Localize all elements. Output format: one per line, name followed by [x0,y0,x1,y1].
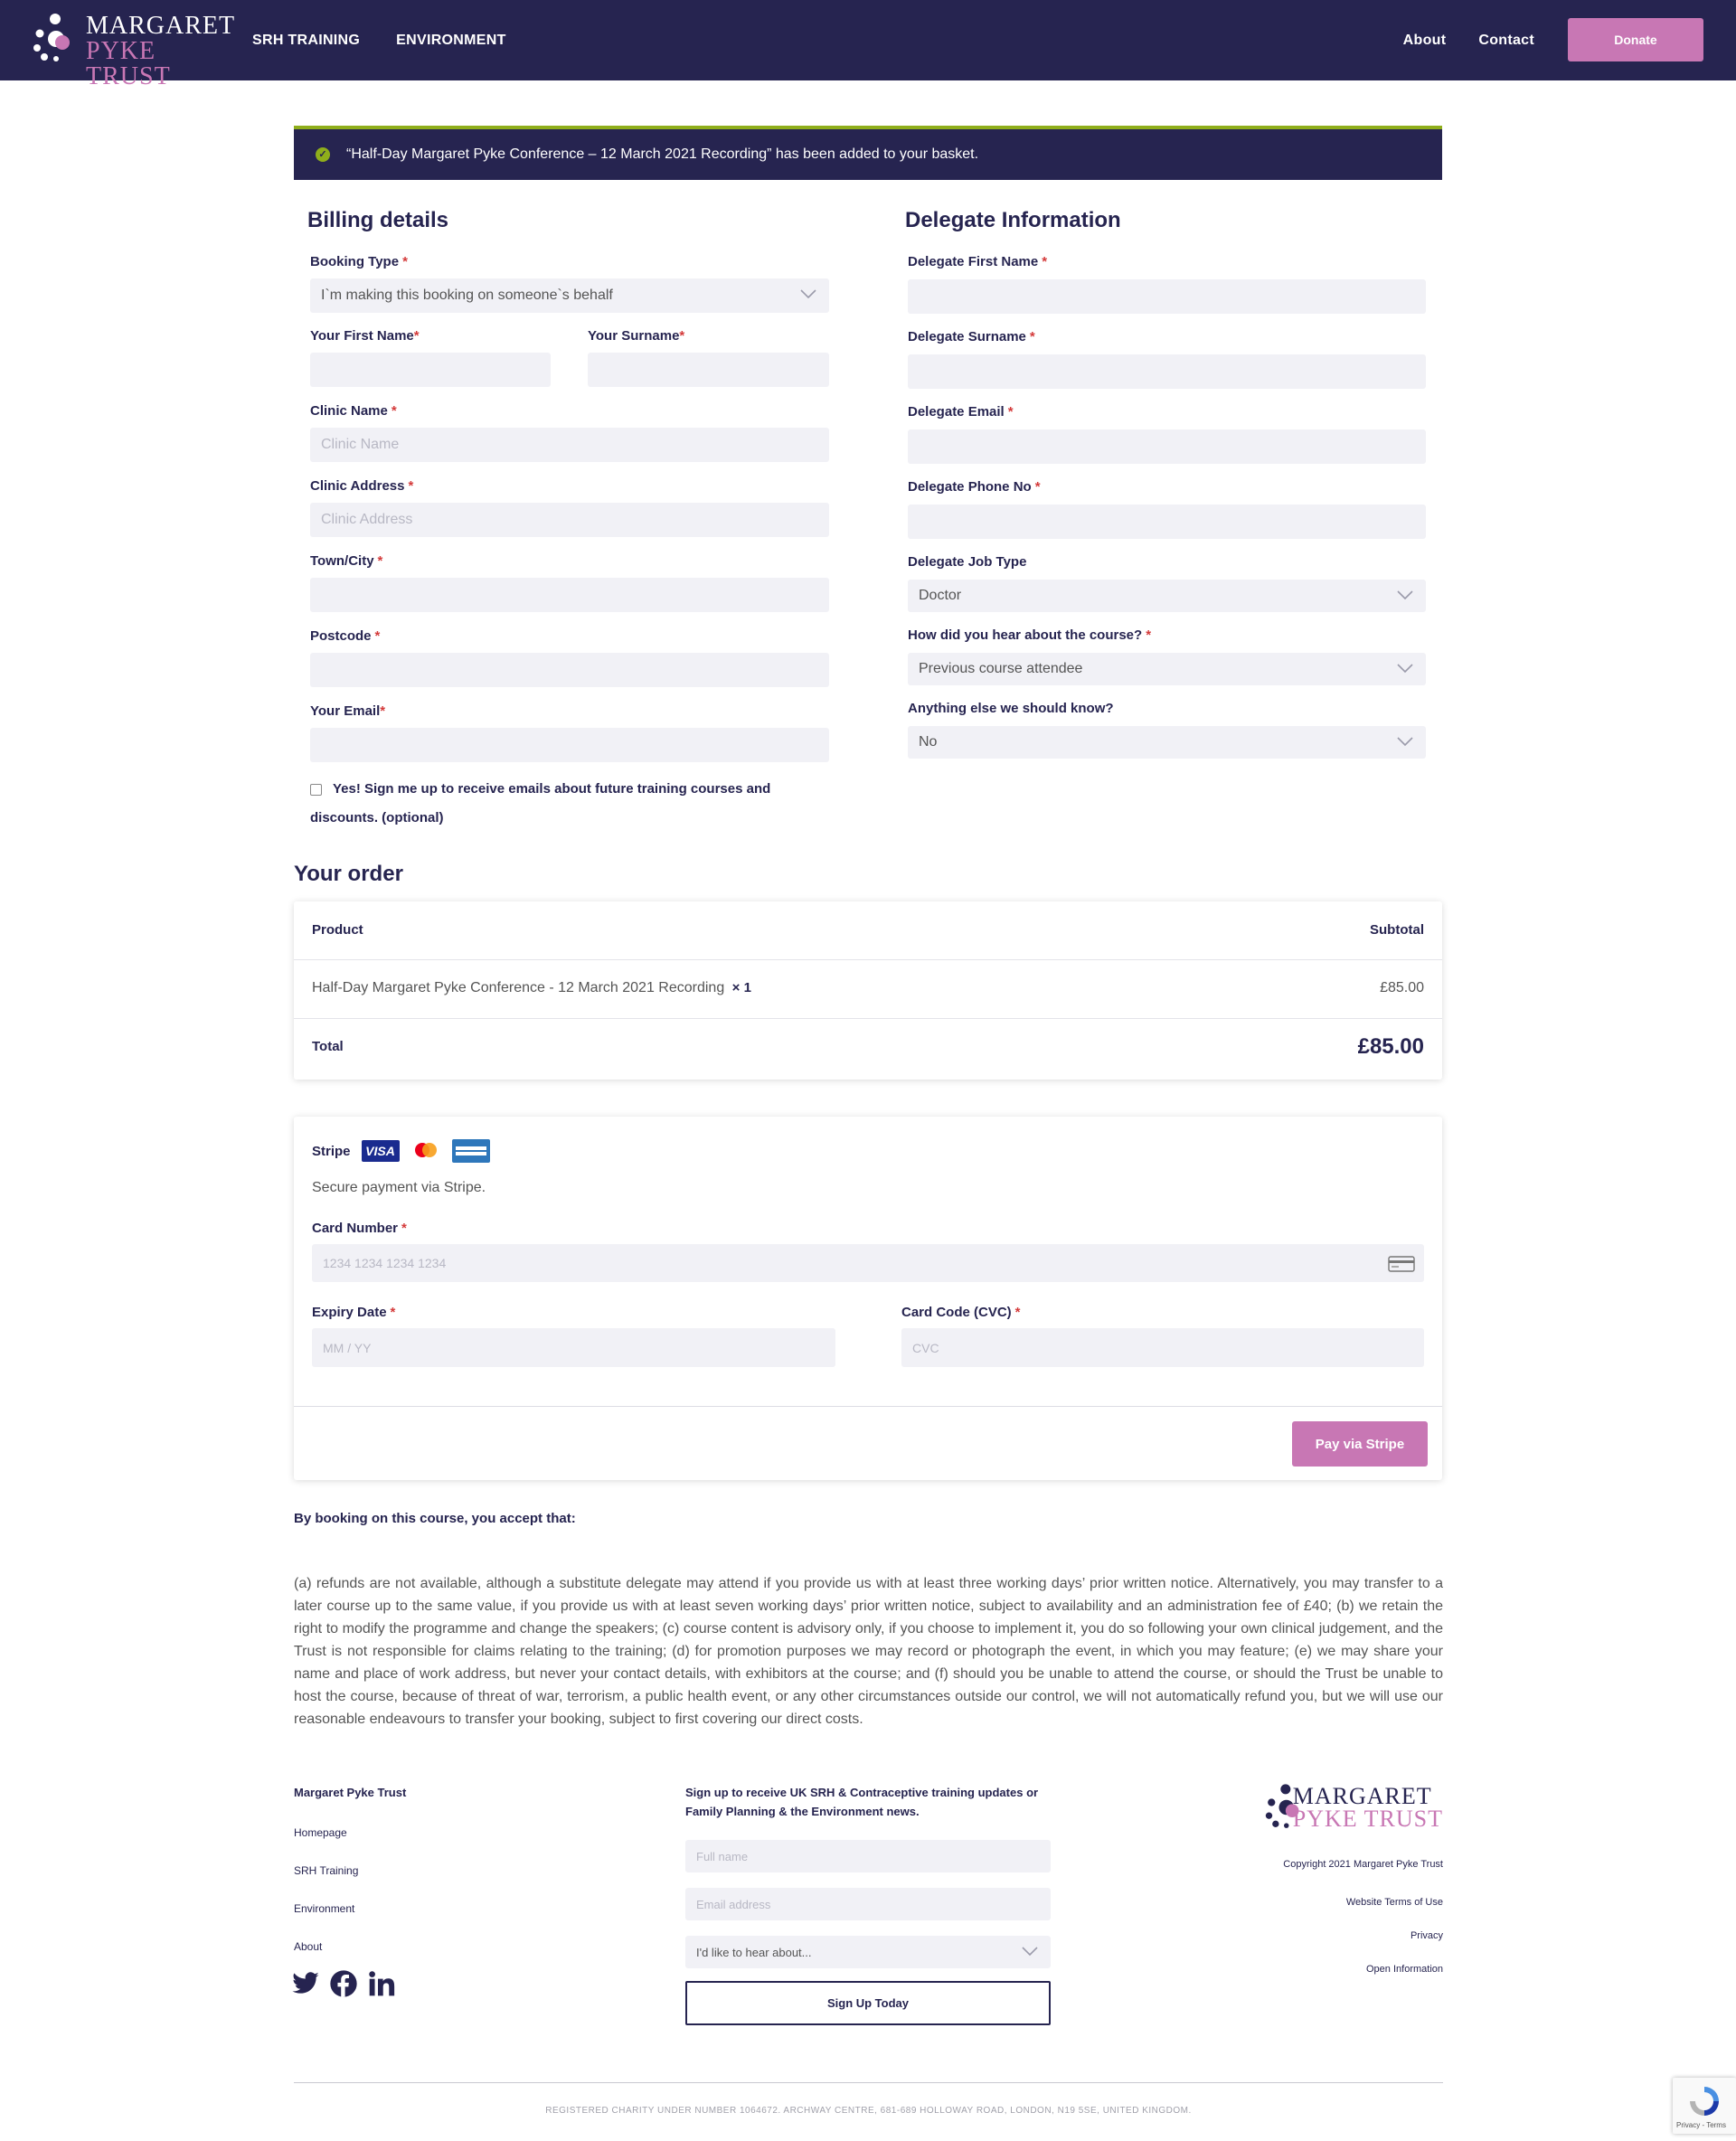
full-name-input[interactable] [685,1840,1051,1872]
email-label: Your Email* [310,703,386,719]
footer-org-title: Margaret Pyke Trust [294,1786,407,1799]
order-item-price: £85.00 [1380,980,1424,995]
chevron-down-icon [1022,1946,1038,1957]
interest-value: I'd like to hear about... [696,1945,812,1959]
delegate-phone-input[interactable] [908,505,1426,539]
terms-body: (a) refunds are not available, although a substitute delegate may attend if you provide us with at least three working days’ prior written notice. Alternatively, you may transfer to a later course up to the same value, if you provide us with at least seven working days’ prior written notice, subject to availability and an administration fee of £40; (b) we retain the right to modify the programme and change the speakers; (c) course content is advisory only, if you choose to implement it, you do so following your own clinical judgement, and the Trust is not responsible for claims relating to the training; (d) for promotion purposes we may record or photograph the event, in which you may feature; (e) we may share your name and place of work address, but never your contact details, with exhibitors at the course; and (f) should you be unable to attend the course, or should the Trust be unable to host the course, because of threat of war, terrorism, a public health event, or any other circumstances outside our control, we will not automatically refund you, but we will use our reasonable endeavours to transfer your booking, subject to first covering our direct costs. [294,1576,1443,1727]
recaptcha-text: Privacy - Terms [1676,2121,1726,2129]
booking-type-select[interactable] [310,278,829,313]
logo-line-1: MARGARET [86,12,236,40]
order-title: Your order [294,862,403,886]
delegate-first-name-input[interactable] [908,279,1426,314]
email-input[interactable] [310,728,829,762]
postcode-input[interactable] [310,653,829,687]
notice-text: “Half-Day Margaret Pyke Conference – 12 March 2021 Recording” has been added to your basket. [346,146,979,162]
footer-link-environment[interactable]: Environment [294,1902,355,1915]
mastercard-icon [407,1140,445,1162]
site-header [0,0,1736,90]
copyright-text: Copyright 2021 Margaret Pyke Trust [1283,1859,1443,1870]
order-total-row [294,1019,1442,1080]
delegate-email-label: Delegate Email * [908,404,1014,420]
anything-else-label: Anything else we should know? [908,701,1114,716]
footer-link-srh-training[interactable]: SRH Training [294,1864,359,1877]
delegate-phone-label: Delegate Phone No * [908,479,1041,495]
nav-contact[interactable]: Contact [1478,32,1534,48]
expiry-input[interactable] [312,1328,835,1367]
delegate-job-type-value: Doctor [919,588,962,603]
donate-button[interactable]: Donate [1568,18,1703,61]
chevron-down-icon [1397,663,1413,674]
hear-about-value: Previous course attendee [919,661,1083,676]
table-row [294,960,1442,1019]
logo-dots-icon [32,12,75,66]
payment-method[interactable] [312,1139,490,1163]
order-item-qty: × 1 [731,980,751,995]
nav-about[interactable]: About [1402,32,1447,48]
amex-icon [452,1139,490,1163]
total-label: Total [312,1039,344,1054]
nav-srh-training[interactable]: SRH TRAINING [252,32,361,48]
footer-link-about[interactable]: About [294,1940,323,1953]
primary-nav [252,0,506,80]
recaptcha-badge[interactable] [1673,2078,1736,2134]
pay-via-stripe-button[interactable]: Pay via Stripe [1292,1421,1428,1467]
footer-link-homepage[interactable]: Homepage [294,1826,347,1839]
anything-else-select[interactable] [908,726,1426,759]
clinic-name-label: Clinic Name * [310,403,397,419]
linkedin-icon[interactable] [367,1969,396,1998]
check-circle-icon: ✓ [316,147,330,162]
cvc-input[interactable] [901,1328,1424,1367]
signup-email-input[interactable] [685,1888,1051,1920]
chevron-down-icon [1397,736,1413,747]
delegate-first-name-label: Delegate First Name * [908,254,1048,269]
delegate-job-type-select[interactable] [908,580,1426,612]
anything-else-value: No [919,734,938,750]
twitter-icon[interactable] [291,1969,320,1998]
secondary-nav [1403,0,1534,80]
order-table [294,901,1442,1080]
recaptcha-icon [1686,2083,1722,2119]
clinic-name-input[interactable] [310,428,829,462]
facebook-icon[interactable] [329,1969,358,1998]
clinic-address-label: Clinic Address * [310,478,414,494]
card-number-input[interactable] [312,1244,1424,1282]
hear-about-label: How did you hear about the course? * [908,627,1152,643]
payment-box [294,1117,1442,1480]
first-name-input[interactable] [310,353,551,387]
surname-label: Your Surname* [588,328,685,344]
visa-icon: VISA [362,1140,400,1162]
delegate-title: Delegate Information [905,208,1121,232]
order-item-name: Half-Day Margaret Pyke Conference - 12 March 2021 Recording × 1 [312,980,751,995]
footer-logo[interactable] [1264,1781,1443,1834]
col-product: Product [312,922,363,938]
payment-method-name: Stripe [312,1143,351,1159]
newsletter-label: Yes! Sign me up to receive emails about future training courses and discounts. (optional) [310,781,771,825]
footer-logo-line-1: MARGARET [1292,1783,1432,1809]
order-header-row [294,901,1442,960]
chevron-down-icon [1397,589,1413,600]
footer-logo-wordmark [1293,1785,1443,1830]
delegate-email-input[interactable] [908,429,1426,464]
delegate-job-type-label: Delegate Job Type [908,554,1027,570]
signup-title: Sign up to receive UK SRH & Contraceptive training updates or Family Planning & the Environment news. [685,1786,1039,1818]
delegate-surname-input[interactable] [908,354,1426,389]
footer-divider [294,2082,1443,2083]
delegate-surname-label: Delegate Surname * [908,329,1035,344]
logo-wordmark [86,14,235,90]
booking-type-value: I`m making this booking on someone`s behalf [321,288,613,303]
footer-logo-line-2: PYKE TRUST [1292,1806,1443,1832]
clinic-address-input[interactable] [310,503,829,537]
first-name-label: Your First Name* [310,328,420,344]
town-input[interactable] [310,578,829,612]
card-number-label: Card Number * [312,1221,407,1236]
booking-type-label: Booking Type * [310,254,408,269]
footer-link-open-information[interactable]: Open Information [1366,1964,1443,1975]
nav-environment[interactable]: ENVIRONMENT [396,32,506,48]
hear-about-select[interactable] [908,653,1426,685]
charity-info: REGISTERED CHARITY UNDER NUMBER 1064672. ARCHWAY CENTRE, 681-689 HOLLOWAY ROAD, LONDON, N19 5SE, UNITED KINGDOM. [545,2106,1192,2116]
footer-link-terms[interactable]: Website Terms of Use [1345,1897,1443,1908]
sign-up-button[interactable]: Sign Up Today [685,1981,1051,2025]
footer-link-privacy[interactable]: Privacy [1410,1930,1443,1941]
basket-notice [294,126,1442,180]
credit-card-icon [1388,1256,1415,1272]
payment-description: Secure payment via Stripe. [312,1180,486,1195]
interest-select[interactable] [685,1936,1051,1968]
logo-line-2: PYKE TRUST [86,37,171,90]
divider [294,1406,1442,1407]
expiry-label: Expiry Date * [312,1305,396,1320]
billing-title: Billing details [307,208,449,232]
total-value: £85.00 [1357,1034,1424,1059]
chevron-down-icon [800,288,816,299]
cvc-label: Card Code (CVC) * [901,1305,1021,1320]
surname-input[interactable] [588,353,829,387]
col-subtotal: Subtotal [1370,922,1424,938]
terms-heading: By booking on this course, you accept that: [294,1511,576,1526]
town-label: Town/City * [310,553,383,569]
site-logo[interactable] [32,12,236,90]
postcode-label: Postcode * [310,628,381,644]
